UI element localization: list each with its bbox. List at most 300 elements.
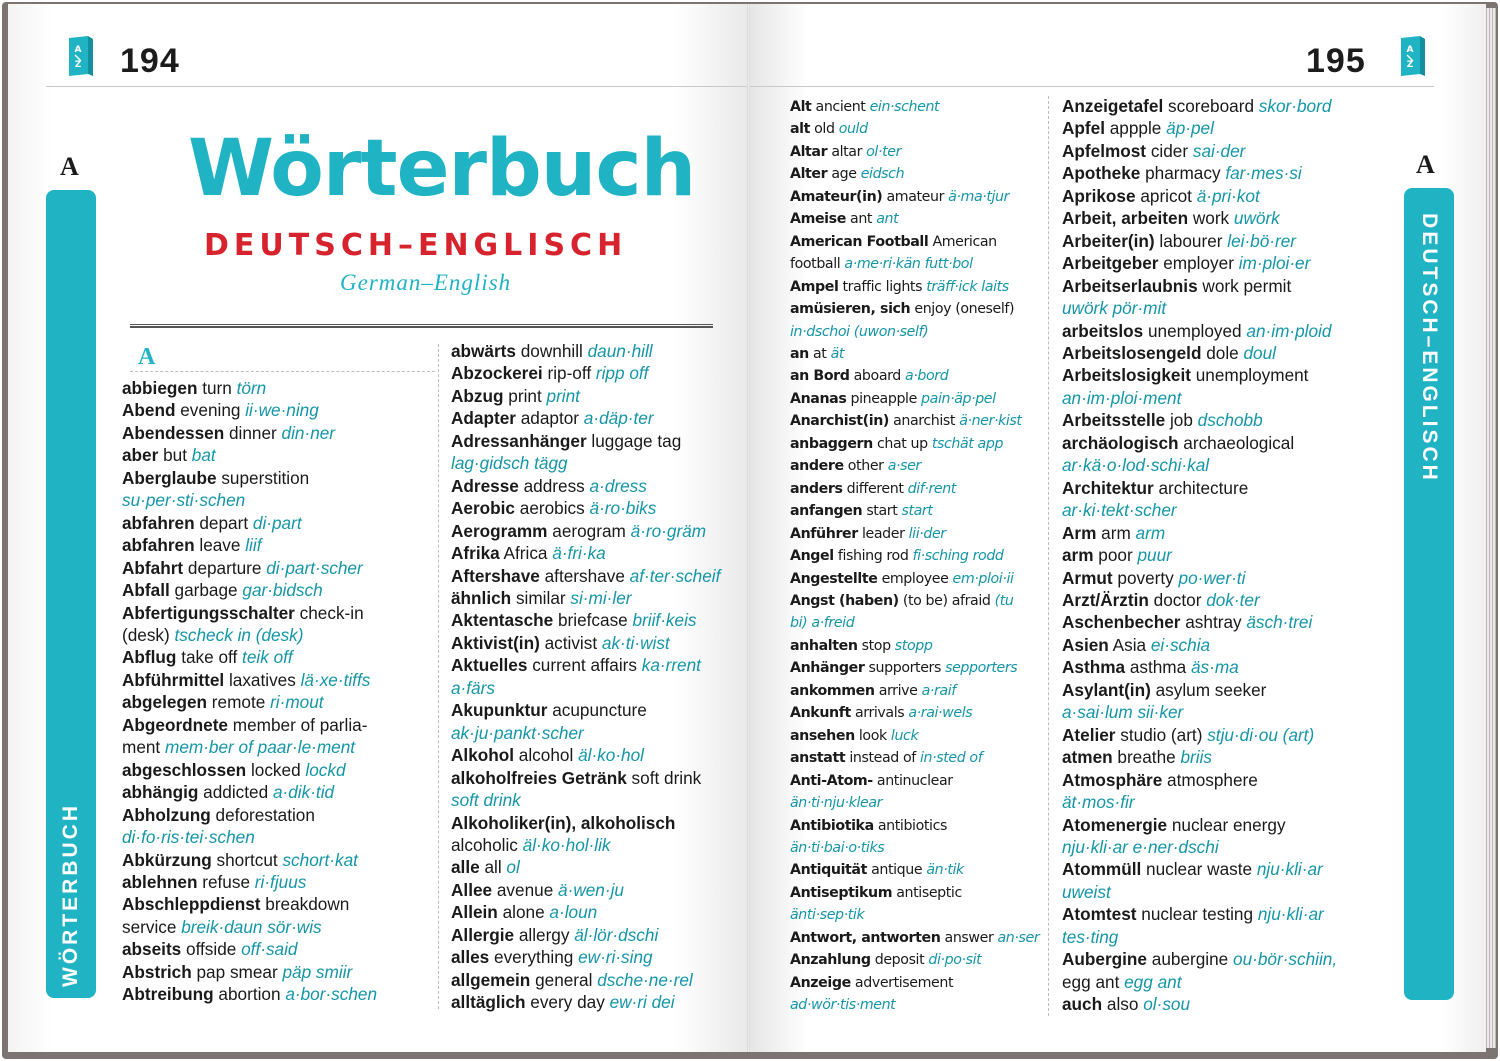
headword: American Football	[790, 233, 929, 250]
pronunciation: än·tik	[926, 862, 964, 879]
dictionary-entry	[790, 253, 1044, 275]
headword: arbeitslos	[1062, 320, 1144, 341]
dictionary-entry	[1062, 656, 1402, 678]
dictionary-entry	[451, 699, 741, 721]
headword: Ampel	[790, 278, 839, 295]
pronunciation: si·mi·ler	[570, 587, 632, 608]
translation: laxatives	[224, 669, 301, 690]
dictionary-column-1	[122, 377, 434, 1006]
headword: Abgeordnete	[122, 714, 228, 735]
headword: alles	[451, 947, 490, 968]
translation: unemployed	[1143, 320, 1247, 341]
translation: work	[1188, 208, 1234, 229]
headword: ansehen	[790, 727, 855, 744]
pronunciation: briif·keis	[632, 610, 697, 631]
pronunciation: ei·schia	[1150, 634, 1211, 655]
translation: service	[122, 916, 182, 937]
pronunciation: lei·bö·rer	[1227, 230, 1297, 251]
headword: Angst (haben)	[790, 592, 899, 609]
translation: aubergine	[1147, 949, 1234, 970]
pronunciation: äl·ko·hol	[578, 745, 644, 766]
translation: unemployment	[1190, 365, 1309, 386]
dictionary-entry	[790, 478, 1044, 500]
headword: Atmosphäre	[1062, 769, 1163, 790]
dictionary-entry	[1062, 611, 1402, 633]
dictionary-entry	[451, 407, 741, 429]
translation: soft drink	[626, 767, 702, 788]
dictionary-entry	[790, 568, 1044, 590]
dictionary-entry	[1062, 791, 1402, 813]
headword: Angestellte	[790, 570, 878, 587]
translation: egg ant	[1062, 971, 1125, 992]
dictionary-entry	[122, 691, 434, 713]
translation: alone	[497, 902, 550, 923]
translation: (to be) afraid	[898, 592, 995, 609]
headword: Anhänger	[790, 660, 865, 677]
headword: Anzahlung	[790, 952, 871, 969]
dictionary-entry	[790, 612, 1044, 634]
dictionary-entry	[122, 893, 434, 915]
pronunciation: ä·ro·gräm	[630, 520, 707, 541]
pronunciation: ä·ro·biks	[589, 498, 657, 519]
pronunciation: a·dik·tid	[272, 782, 335, 803]
headword: Antiquität	[790, 862, 867, 879]
dictionary-entry	[790, 96, 1044, 118]
pronunciation: ä·fri·ka	[552, 543, 606, 564]
headword: Abend	[122, 400, 176, 421]
translation: dinner	[224, 422, 282, 443]
pronunciation: än·ti·bai·o·tiks	[790, 839, 885, 856]
translation: antique	[866, 862, 927, 879]
section-rule	[130, 371, 435, 372]
dictionary-entry	[1062, 746, 1402, 768]
svg-text:A: A	[1406, 45, 1414, 55]
headword: Ananas	[790, 390, 847, 407]
dictionary-entry	[790, 994, 1044, 1016]
pronunciation: a·me·ri·kän futt·bol	[844, 256, 973, 273]
side-tab-label: DEUTSCH–ENGLISCH	[1418, 213, 1441, 483]
translation: Asia	[1108, 634, 1151, 655]
page-title: Wörterbuch	[188, 124, 696, 214]
pronunciation: ka·rrent	[641, 655, 701, 676]
headword: Anzeige	[790, 974, 851, 991]
translation: also	[1102, 994, 1144, 1015]
pronunciation: a·rai·wels	[908, 705, 973, 722]
pronunciation: gar·bidsch	[242, 580, 323, 601]
dictionary-entry	[790, 231, 1044, 253]
pronunciation: äl·lör·dschi	[574, 924, 659, 945]
dictionary-entry	[1062, 162, 1402, 184]
dictionary-entry	[1062, 903, 1402, 925]
pronunciation: egg ant	[1124, 971, 1182, 992]
translation: enjoy (oneself)	[910, 301, 1015, 318]
pronunciation: ät	[830, 345, 845, 362]
dictionary-entry	[1062, 432, 1402, 454]
dictionary-entry	[1062, 409, 1402, 431]
dictionary-entry	[122, 602, 434, 624]
translation: antibiotics	[873, 817, 947, 834]
dictionary-entry	[790, 365, 1044, 387]
dictionary-entry	[451, 542, 741, 564]
pronunciation: di·part	[252, 512, 302, 533]
side-tab	[46, 190, 96, 998]
translation: member of parlia-	[228, 714, 368, 735]
headword: Abkürzung	[122, 849, 212, 870]
pronunciation: teik off	[242, 647, 293, 668]
pronunciation: äs·ma	[1190, 657, 1239, 678]
pronunciation: sai·der	[1192, 140, 1246, 161]
pronunciation: breik·daun sör·wis	[181, 916, 322, 937]
translation: nuclear testing	[1136, 904, 1258, 925]
dictionary-entry	[122, 624, 434, 646]
pronunciation: a·dress	[589, 475, 647, 496]
pronunciation: di·fo·ris·tei·schen	[122, 827, 255, 848]
pronunciation: ant	[876, 211, 899, 228]
pronunciation: puur	[1137, 545, 1172, 566]
dictionary-entry	[451, 722, 741, 744]
headword: anders	[790, 480, 843, 497]
dictionary-entry	[122, 669, 434, 691]
pronunciation: ä·ner·kist	[959, 413, 1022, 430]
pronunciation: ew·ri dei	[609, 992, 675, 1013]
headword: alkoholfreies Getränk	[451, 767, 627, 788]
headword: Allee	[451, 879, 493, 900]
translation: address	[518, 475, 590, 496]
headword: Abendessen	[122, 422, 225, 443]
headword: Atomtest	[1062, 904, 1137, 925]
dictionary-column-3	[790, 96, 1044, 1017]
translation: anarchist	[888, 413, 960, 430]
translation: amateur	[882, 188, 949, 205]
translation: appple	[1104, 118, 1167, 139]
headword: Apotheke	[1062, 163, 1141, 184]
headword: auch	[1062, 994, 1103, 1015]
headword: atmen	[1062, 747, 1113, 768]
headword: Abzug	[451, 385, 504, 406]
side-tab-label: WÖRTERBUCH	[59, 803, 82, 987]
dictionary-entry	[122, 916, 434, 938]
dictionary-entry	[1062, 836, 1402, 858]
translation: alcoholic	[451, 834, 523, 855]
pronunciation: uwörk	[1233, 208, 1280, 229]
dictionary-entry	[122, 781, 434, 803]
dictionary-entry	[790, 523, 1044, 545]
translation: rip-off	[542, 363, 596, 384]
translation: abortion	[213, 984, 286, 1005]
pronunciation: an·im·ploi·ment	[1062, 387, 1182, 408]
headword: Abfall	[122, 580, 170, 601]
dictionary-entry	[122, 983, 434, 1005]
translation: dole	[1201, 342, 1244, 363]
translation: stop	[857, 637, 895, 654]
pronunciation: nju·kli·ar	[1256, 859, 1323, 880]
dictionary-entry	[122, 422, 434, 444]
headword: Abfertigungsschalter	[122, 602, 295, 623]
dictionary-entry	[790, 208, 1044, 230]
translation: breathe	[1112, 747, 1181, 768]
headword: Aktuelles	[451, 655, 528, 676]
translation: avenue	[492, 879, 559, 900]
pronunciation: pain·äp·pel	[921, 390, 996, 407]
dictionary-entry	[790, 702, 1044, 724]
translation: pineapple	[846, 390, 922, 407]
dictionary-entry	[1062, 252, 1402, 274]
headword: andere	[790, 458, 844, 475]
translation: nuclear waste	[1141, 859, 1257, 880]
dictionary-entry	[1062, 948, 1402, 970]
dictionary-entry	[451, 812, 741, 834]
headword: Aktivist(in)	[451, 632, 540, 653]
translation: ant	[845, 211, 877, 228]
dictionary-entry	[451, 834, 741, 856]
pronunciation: ar·ki·tekt·scher	[1062, 500, 1177, 521]
pronunciation: stopp	[894, 637, 933, 654]
translation: acupuncture	[547, 700, 647, 721]
translation: leader	[857, 525, 909, 542]
dictionary-entry	[451, 587, 741, 609]
pronunciation: äsch·trei	[1246, 612, 1313, 633]
pronunciation: fi·sching rodd	[912, 548, 1004, 565]
pronunciation: a·bord	[905, 368, 949, 385]
headword: aber	[122, 445, 159, 466]
dictionary-entry	[1062, 589, 1402, 611]
translation: everything	[489, 947, 579, 968]
translation: fishing rod	[833, 548, 913, 565]
headword: Arm	[1062, 522, 1097, 543]
headword: Abflug	[122, 647, 177, 668]
dictionary-entry	[790, 388, 1044, 410]
translation: look	[854, 727, 891, 744]
dictionary-entry	[451, 475, 741, 497]
headword: ablehnen	[122, 871, 198, 892]
translation: poor	[1093, 545, 1138, 566]
headword: Aubergine	[1062, 949, 1147, 970]
header-rule	[750, 86, 1434, 87]
translation: turn	[197, 378, 237, 398]
pronunciation: in·sted of	[919, 750, 983, 767]
headword: Altar	[790, 143, 828, 160]
dictionary-entry	[790, 770, 1044, 792]
dictionary-entry	[122, 557, 434, 579]
pronunciation: sepporters	[945, 660, 1018, 677]
dictionary-entry	[790, 859, 1044, 881]
dictionary-entry	[1062, 499, 1402, 521]
translation: arrive	[874, 682, 922, 699]
headword: Arbeitslosigkeit	[1062, 365, 1191, 386]
translation: pap smear	[191, 961, 283, 982]
page-number: 194	[120, 42, 180, 80]
pronunciation: äp·pel	[1166, 118, 1214, 139]
headword: Abschleppdienst	[122, 894, 261, 915]
dictionary-entry	[790, 972, 1044, 994]
dictionary-entry	[451, 946, 741, 968]
pronunciation: lii·der	[908, 525, 946, 542]
headword: abseits	[122, 939, 182, 960]
dictionary-entry	[122, 714, 434, 736]
pronunciation: ould	[838, 121, 868, 138]
translation: American	[928, 233, 997, 250]
translation: poverty	[1112, 567, 1179, 588]
pronunciation: ä·wen·ju	[558, 879, 624, 900]
headword: Architektur	[1062, 477, 1154, 498]
headword: archäologisch	[1062, 432, 1179, 453]
headword: Atommüll	[1062, 859, 1142, 880]
translation: arm	[1096, 522, 1136, 543]
headword: alltäglich	[451, 992, 526, 1013]
dictionary-entry	[451, 767, 741, 789]
dictionary-entry	[122, 444, 434, 466]
pronunciation: (tu	[994, 592, 1014, 609]
dictionary-entry	[122, 961, 434, 983]
headword: alle	[451, 857, 480, 878]
pronunciation: a·sai·lum sii·ker	[1062, 702, 1184, 723]
dictionary-entry	[1062, 185, 1402, 207]
translation: arrivals	[850, 705, 909, 722]
headword: arm	[1062, 545, 1094, 566]
headword: anhalten	[790, 637, 858, 654]
pronunciation: dok·ter	[1206, 589, 1260, 610]
headword: Apfel	[1062, 118, 1105, 139]
translation: downhill	[515, 341, 588, 361]
svg-text:A: A	[74, 45, 82, 55]
translation: garbage	[169, 580, 243, 601]
translation: scoreboard	[1163, 96, 1259, 116]
translation: alcohol	[514, 745, 579, 766]
translation: adaptor	[515, 408, 584, 429]
dictionary-entry	[122, 512, 434, 534]
translation: (desk)	[122, 624, 175, 645]
pronunciation: a·bor·schen	[285, 984, 378, 1005]
headword: Arbeiter(in)	[1062, 230, 1155, 251]
translation: start	[862, 503, 902, 520]
dictionary-entry	[1062, 207, 1402, 229]
headword: abfahren	[122, 512, 195, 533]
headword: Abfahrt	[122, 557, 184, 578]
pronunciation: ak·ti·wist	[601, 632, 670, 653]
headword: Ameise	[790, 211, 846, 228]
pronunciation: din·ner	[281, 422, 336, 443]
pronunciation: af·ter·scheif	[629, 565, 721, 586]
dictionary-entry	[1062, 634, 1402, 656]
pronunciation: ou·bör·schiin,	[1233, 949, 1338, 970]
headword: Arbeitserlaubnis	[1062, 275, 1198, 296]
translation: different	[842, 480, 908, 497]
pronunciation: ein·schent	[869, 99, 940, 115]
pronunciation: törn	[236, 378, 267, 398]
pronunciation: a·raif	[921, 682, 956, 699]
headword: Anti-Atom-	[790, 772, 873, 789]
pronunciation: ät·mos·fir	[1062, 792, 1135, 813]
pronunciation: em·ploi·ii	[952, 570, 1014, 587]
dictionary-entry	[122, 849, 434, 871]
pronunciation: dsche·ne·rel	[597, 969, 693, 990]
headword: Arbeitslosengeld	[1062, 342, 1202, 363]
pronunciation: a·ser	[887, 458, 921, 475]
translation: locked	[246, 759, 306, 780]
translation: aerobics	[515, 498, 590, 519]
dictionary-entry	[790, 680, 1044, 702]
translation: employer	[1158, 253, 1239, 274]
dictionary-entry	[451, 744, 741, 766]
pronunciation: än·ti·nju·klear	[790, 795, 883, 812]
headword: Abtreibung	[122, 984, 214, 1005]
dictionary-entry	[1062, 971, 1402, 993]
headword: Abzockerei	[451, 363, 543, 384]
dictionary-entry	[451, 632, 741, 654]
translation: labourer	[1154, 230, 1228, 251]
page-number: 195	[1306, 42, 1366, 80]
translation: check-in	[294, 602, 364, 623]
dictionary-entry	[1062, 117, 1402, 139]
translation: remote	[207, 692, 271, 713]
dictionary-entry	[790, 141, 1044, 163]
translation: other	[843, 458, 888, 475]
dictionary-entry	[451, 430, 741, 452]
pronunciation: ar·kä·o·lod·schi·kal	[1062, 455, 1210, 476]
headword: ankommen	[790, 682, 875, 699]
translation: ment	[122, 737, 165, 758]
headword: Arzt/Ärztin	[1062, 589, 1149, 610]
pronunciation: eidsch	[860, 166, 905, 183]
dictionary-entry	[790, 590, 1044, 612]
dictionary-entry	[122, 534, 434, 556]
translation: breakdown	[260, 894, 350, 915]
headword: Abführmittel	[122, 669, 225, 690]
dictionary-entry	[790, 343, 1044, 365]
translation: football	[790, 256, 845, 273]
dictionary-entry	[451, 677, 741, 699]
translation: at	[808, 345, 831, 362]
dictionary-entry	[122, 579, 434, 601]
translation: addicted	[198, 782, 273, 803]
dictionary-entry	[122, 646, 434, 668]
dictionary-entry	[790, 276, 1044, 298]
headword: Aschenbecher	[1062, 612, 1181, 633]
pronunciation: ad·wör·tis·ment	[790, 997, 896, 1014]
dictionary-entry	[122, 871, 434, 893]
pronunciation: ol	[506, 857, 520, 878]
dictionary-entry	[790, 433, 1044, 455]
headword: Aerobic	[451, 498, 515, 519]
pronunciation: an·im·ploid	[1246, 320, 1332, 341]
dictionary-entry	[451, 654, 741, 676]
translation: offside	[181, 939, 242, 960]
dictionary-entry	[1062, 544, 1402, 566]
pronunciation: im·ploi·er	[1238, 253, 1311, 274]
translation: every day	[525, 992, 610, 1013]
dictionary-entry	[451, 340, 741, 362]
pronunciation: a·loun	[549, 902, 598, 923]
dictionary-entry	[451, 362, 741, 384]
headword: anstatt	[790, 750, 846, 767]
translation: instead of	[845, 750, 920, 767]
dictionary-entry	[451, 609, 741, 631]
dictionary-entry	[451, 856, 741, 878]
pronunciation: off·said	[241, 939, 298, 960]
dictionary-entry	[1062, 140, 1402, 162]
header-rule	[46, 86, 748, 87]
translation: current affairs	[527, 655, 642, 676]
headword: abwärts	[451, 341, 516, 361]
translation: depart	[194, 512, 253, 533]
dictionary-entry	[790, 949, 1044, 971]
pronunciation: äl·ko·hol·lik	[522, 834, 611, 855]
headword: Akupunktur	[451, 700, 548, 721]
dictionary-column-4	[1062, 95, 1402, 1016]
translation: work permit	[1197, 275, 1292, 296]
translation: shortcut	[211, 849, 283, 870]
headword: Allein	[451, 902, 498, 923]
